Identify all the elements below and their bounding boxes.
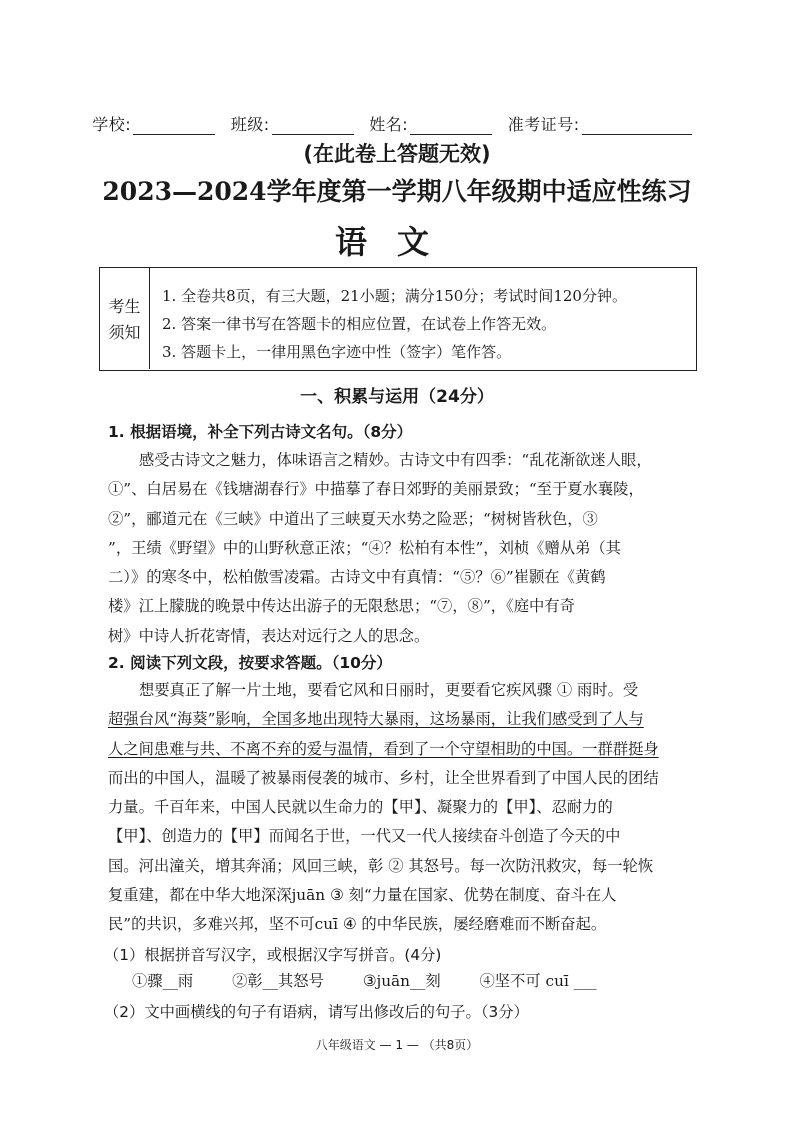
notes-label: [100, 268, 150, 369]
q2-sub-question-1-items: [132, 969, 631, 991]
pinyin-item: ④坚不可 cuī ___: [479, 972, 597, 990]
exam-number-label: 准考证号:: [507, 115, 580, 134]
invalid-answer-notice: (在此卷上答题无效): [303, 142, 491, 166]
q1-line: ②”，郦道元在《三峡》中道出了三峡夏天水势之险恶；“树树皆秋色，③: [108, 509, 598, 528]
pinyin-item: ②彰__其怒号: [232, 972, 324, 990]
q2-line: 而出的中国人，温暖了被暴雨侵袭的城市、乡村，让全世界看到了中国人民的团结: [108, 768, 659, 787]
candidate-notes-box: [99, 267, 697, 371]
student-info-line: [0, 112, 794, 135]
question-1-heading: 1. 根据语境，补全下列古诗文名句。（8分）: [108, 423, 413, 441]
notes-item: 2. 答案一律书写在答题卡的相应位置，在试卷上作答无效。: [162, 315, 557, 333]
notes-label-line2: 须知: [108, 323, 141, 342]
notes-label-line1: 考生: [108, 297, 141, 316]
page-footer: 八年级语文 — 1 — （共8页）: [315, 1038, 479, 1052]
q1-line: 楼》江上朦胧的晚景中传达出游子的无限愁思；“⑦，⑧”，《庭中有奇: [108, 597, 575, 616]
q1-line: ①”、白居易在《钱塘湖春行》中描摹了春日郊野的美丽景致；“至于夏水襄陵，: [108, 480, 644, 499]
question-1-text: [108, 446, 698, 651]
school-label: 学校:: [92, 115, 132, 134]
q2-line: 复重建，都在中华大地深深juān ③ 刻“力量在国家、优势在制度、奋斗在人: [108, 886, 617, 905]
q1-line: 树》中诗人折花寄情，表达对远行之人的思念。: [108, 626, 430, 645]
q2-sub-question-2: （2）文中画横线的句子有语病，请写出修改后的句子。（3分）: [104, 1003, 529, 1021]
q2-line: 力量。千百年来，中国人民就以生命力的【甲】、凝聚力的【甲】、忍耐力的: [108, 798, 613, 817]
q1-line: ”，王绩《野望》中的山野秋意正浓；“④？松柏有本性”，刘桢《赠从弟（其: [108, 538, 621, 557]
pinyin-item: ①骤__雨: [132, 972, 194, 990]
q2-sub-question-1: （1）根据拼音写汉字，或根据汉字写拼音。(4分): [104, 946, 442, 964]
exam-number-blank[interactable]: [582, 118, 692, 135]
notes-list: [162, 282, 627, 366]
q2-line-underlined: 超强台风“海葵”影响，全国多地出现特大暴雨，这场暴雨，让我们感受到了人与: [108, 710, 644, 729]
q1-line: 二）》的寒冬中，松柏傲雪凌霜。古诗文中有真情：“⑤？⑥”崔颢在《黄鹤: [108, 568, 606, 587]
q2-line-underlined: 人之间患难与共、不离不弃的爱与温情，看到了一个守望相助的中国。一群群挺身: [108, 739, 659, 758]
name-blank[interactable]: [410, 118, 492, 135]
q2-line: 民”的共识，多难兴邦，坚不可cuī ④ 的中华民族，屡经磨难而不断奋起。: [108, 915, 607, 934]
pinyin-item: ③juān__刻: [362, 972, 441, 990]
name-label: 姓名:: [369, 115, 409, 134]
q2-line: 国。河出潼关，增其奔涌；风回三峡，彰 ② 其怒号。每一次防汛救灾，每一轮恢: [108, 856, 654, 875]
class-blank[interactable]: [272, 118, 354, 135]
exam-title: 2023—2024学年度第一学期八年级期中适应性练习: [102, 177, 692, 206]
section-1-title: 一、积累与运用（24分）: [300, 387, 494, 407]
question-2-heading: 2. 阅读下列文段，按要求答题。（10分）: [108, 654, 392, 672]
subject-title: 语文: [334, 223, 459, 261]
q1-line: 感受古诗文之魅力，体味语言之精妙。古诗文中有四季：“乱花渐欲迷人眼，: [139, 451, 652, 469]
q2-line: 想要真正了解一片土地，要看它风和日丽时，更要看它疾风骤 ① 雨时。受: [139, 681, 639, 699]
school-blank[interactable]: [133, 118, 215, 135]
notes-item: 1. 全卷共8页，有三大题，21小题；满分150分；考试时间120分钟。: [162, 287, 627, 305]
notes-item: 3. 答题卡上，一律用黑色字迹中性（签字）笔作答。: [162, 343, 512, 361]
class-label: 班级:: [230, 115, 270, 134]
q2-line: 【甲】、创造力的【甲】而闻名于世，一代又一代人接续奋斗创造了今天的中: [108, 827, 621, 846]
question-2-text: [108, 676, 698, 940]
